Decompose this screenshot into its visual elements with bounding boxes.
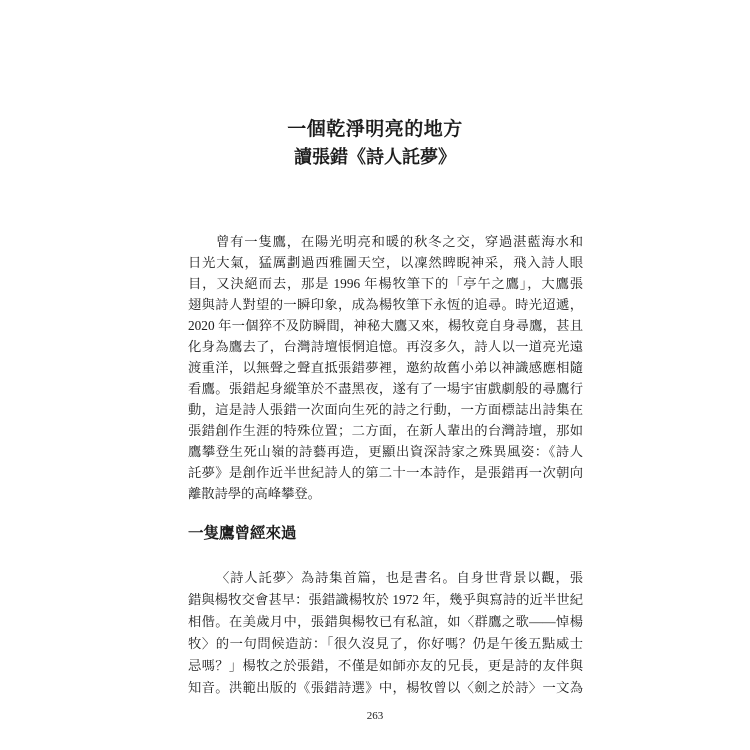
paragraph-line: 張錯創作生涯的特殊位置；二方面，在新人輩出的台灣詩壇，那如: [188, 423, 583, 438]
paragraph-line: 〈詩人託夢〉為詩集首篇，也是書名。自身世背景以觀，張: [216, 570, 583, 585]
paragraph-line: 忌嗎？」楊牧之於張錯，不僅是如師亦友的兄長，更是詩的友伴與: [188, 658, 583, 673]
paragraph-line: 翅與詩人對望的一瞬印象，成為楊牧筆下永恆的追尋。時光迢遞，: [188, 297, 583, 312]
section-paragraph: [188, 567, 583, 699]
paragraph-line: 日光大氣，猛厲劃過西雅圖天空，以凜然睥睨神采，飛入詩人眼: [188, 255, 583, 270]
intro-paragraph: [188, 231, 583, 504]
paragraph-line: 動，這是詩人張錯一次面向生死的詩之行動，一方面標誌出詩集在: [188, 402, 583, 417]
paragraph-line: 託夢》是創作近半世紀詩人的第二十一本詩作，是張錯再一次朝向: [188, 465, 583, 480]
page-number: 263: [366, 710, 384, 722]
paragraph-line: 牧〉的一句問候造訪：「很久沒見了，你好嗎？仍是午後五點威士: [188, 636, 583, 651]
section-heading: 一隻鷹曾經來過: [188, 525, 297, 542]
paragraph-line: 錯與楊牧交會甚早：張錯識楊牧於 1972 年，幾乎與寫詩的近半世紀: [188, 592, 583, 607]
article-title: 一個乾淨明亮的地方: [287, 119, 463, 140]
paragraph-line: 渡重洋，以無聲之聲直抵張錯夢裡，邀約故舊小弟以神識感應相隨: [188, 360, 583, 375]
paragraph-line: 化身為鷹去了，台灣詩壇悵惘追憶。再沒多久，詩人以一道亮光遠: [188, 339, 583, 354]
paragraph-line: 看鷹。張錯起身縱筆於不盡黑夜，遂有了一場宇宙戲劇般的尋鷹行: [188, 381, 583, 396]
paragraph-line: 知音。洪範出版的《張錯詩選》中，楊牧曾以〈劍之於詩〉一文為: [188, 680, 583, 695]
paragraph-line: 離散詩學的高峰攀登。: [188, 486, 321, 501]
paragraph-line: 目，又決絕而去，那是 1996 年楊牧筆下的「亭午之鷹」，大鷹張: [188, 276, 583, 291]
paragraph-line: 相偕。在美歲月中，張錯與楊牧已有私誼，如〈群鷹之歌——悼楊: [188, 614, 583, 629]
article-subtitle: 讀張錯《詩人託夢》: [294, 147, 456, 167]
paragraph-line: 曾有一隻鷹，在陽光明亮和暖的秋冬之交，穿過湛藍海水和: [216, 234, 583, 249]
paragraph-line: 鷹攀登生死山嶺的詩藝再造，更顯出資深詩家之殊異風姿：《詩人: [188, 444, 583, 459]
paragraph-line: 2020 年一個猝不及防瞬間，神秘大鷹又來，楊牧竟自身尋鷹，甚且: [188, 318, 583, 333]
